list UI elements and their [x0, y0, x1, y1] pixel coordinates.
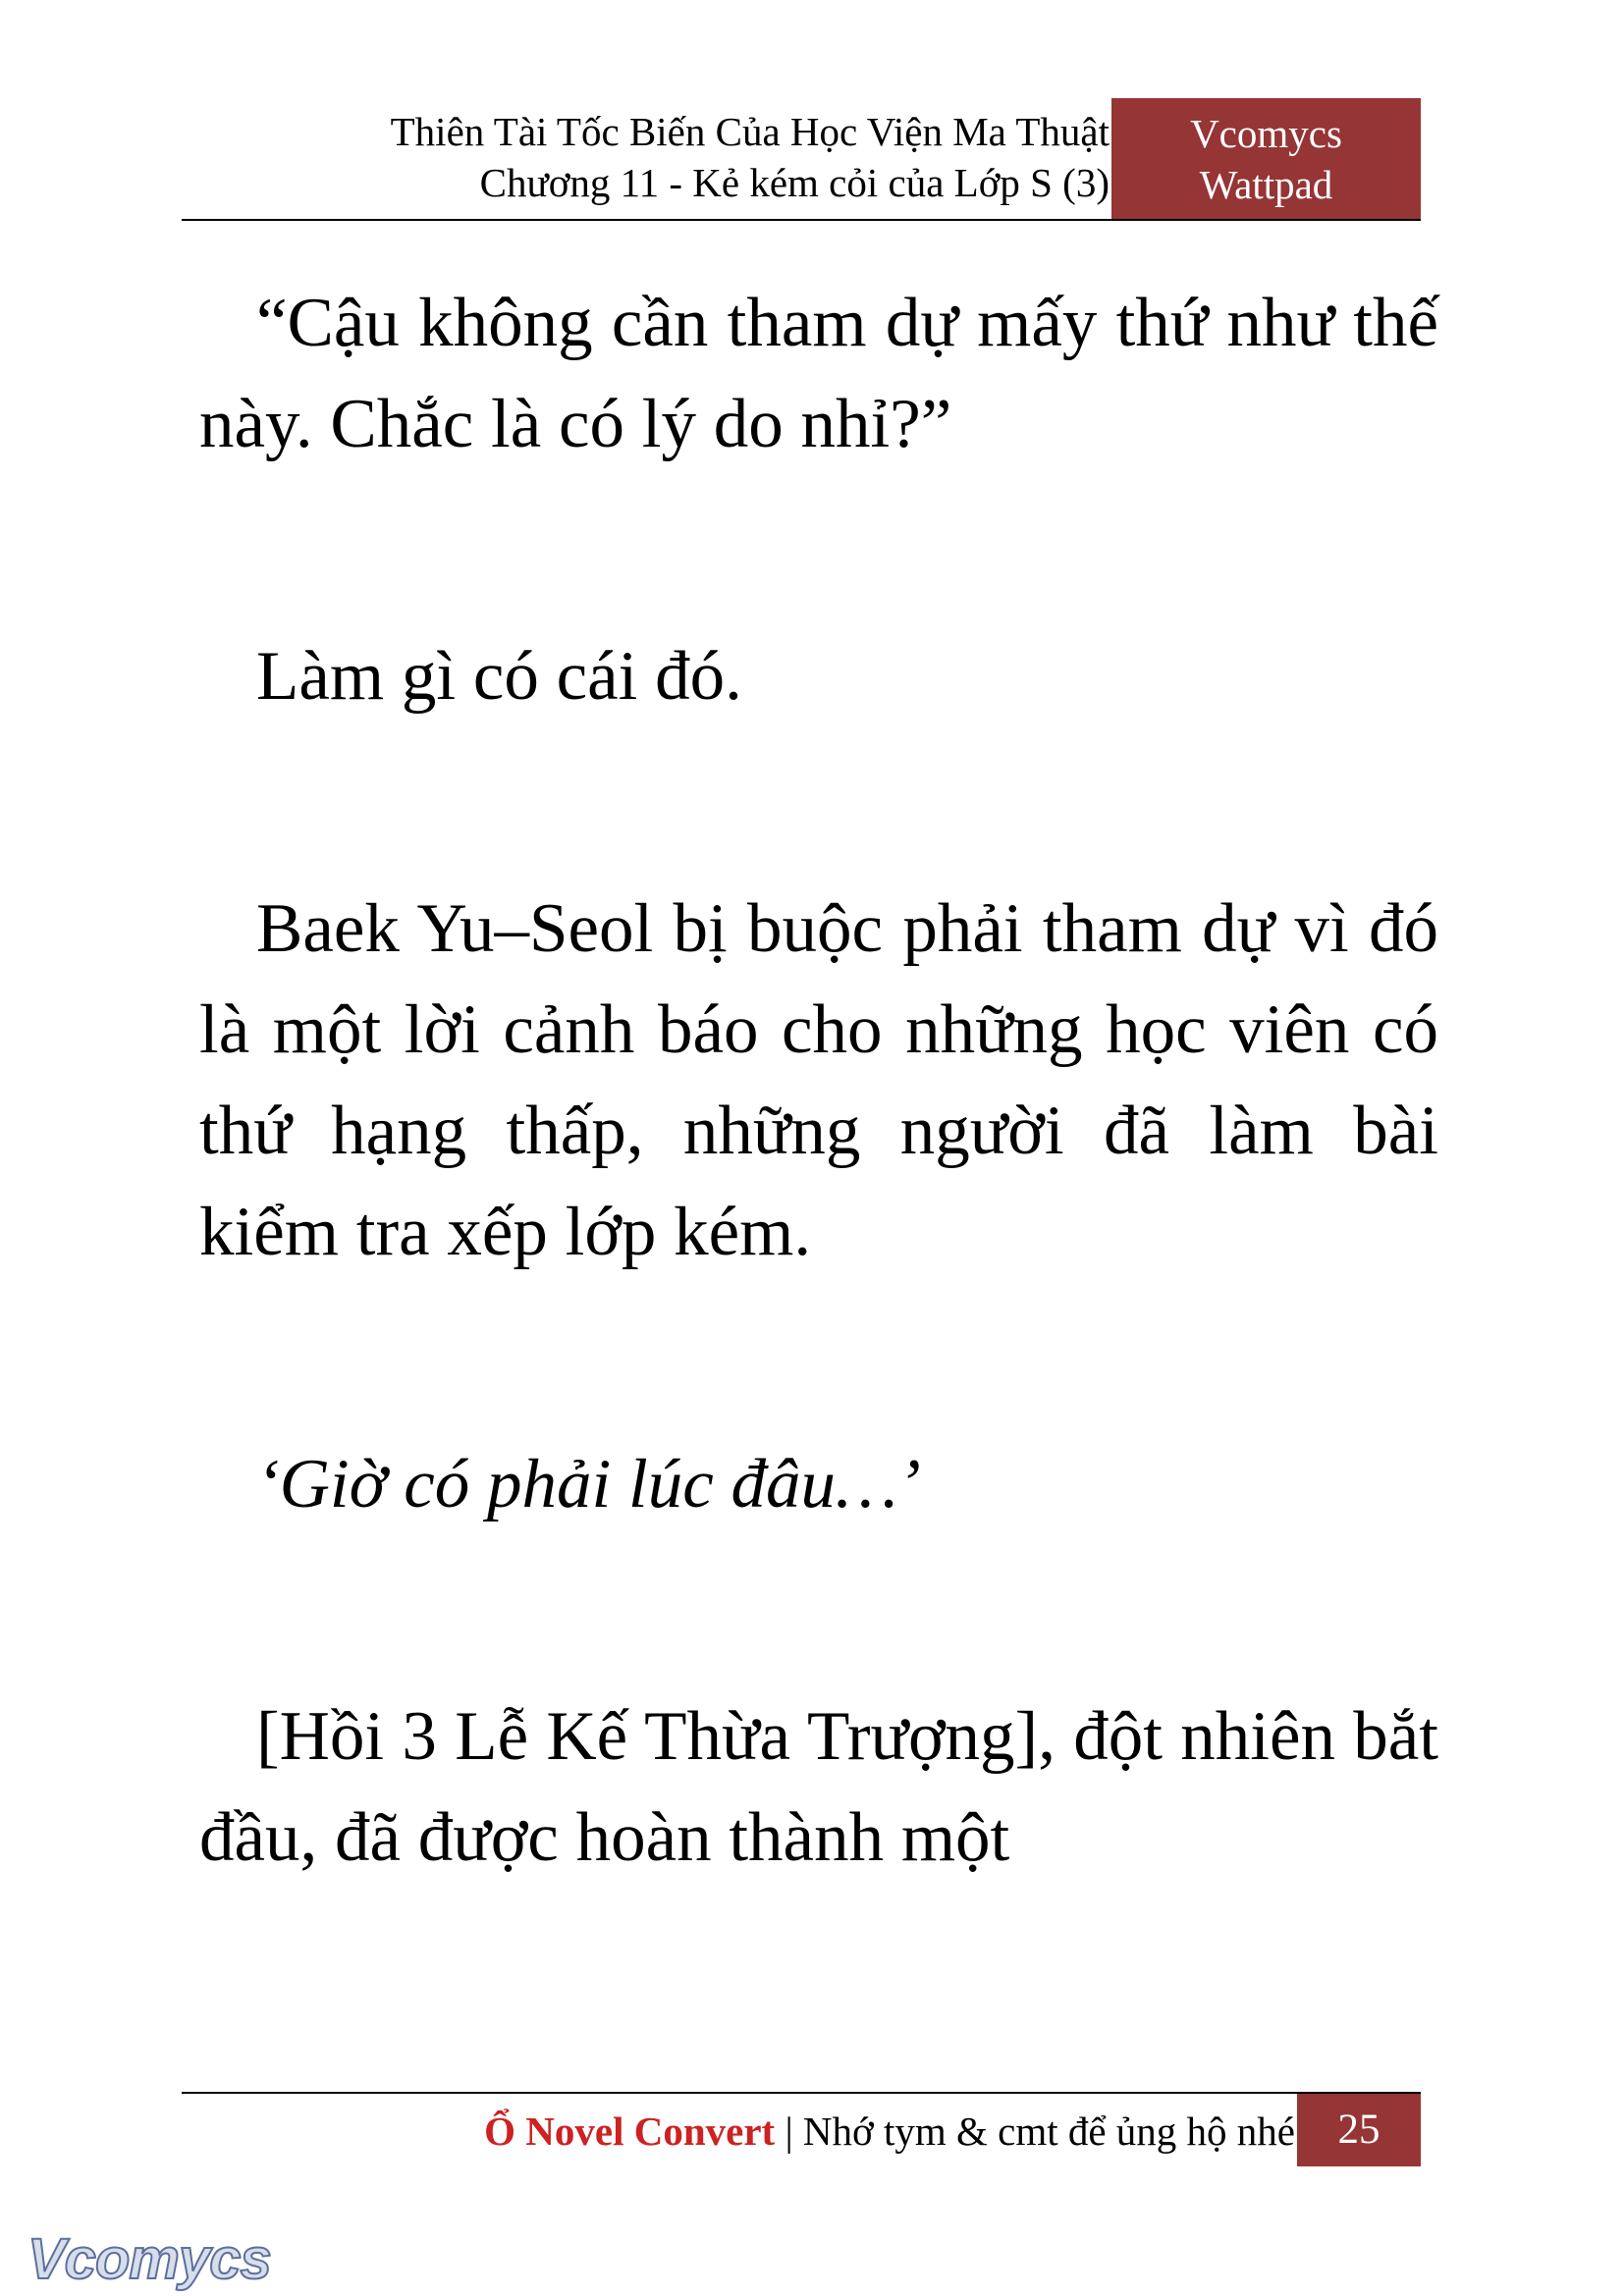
paragraph-reply: Làm gì có cái đó. — [256, 638, 742, 715]
header-divider — [182, 219, 1421, 221]
footer-brand: Ổ Novel Convert — [484, 2109, 776, 2154]
badge-line-1: Vcomycs — [1190, 111, 1342, 156]
page-number: 25 — [1297, 2094, 1421, 2166]
footer-separator: | — [775, 2109, 803, 2154]
footer-message: Nhớ tym & cmt để ủng hộ nhé — [802, 2109, 1295, 2154]
paragraph-narration: Baek Yu–Seol bị buộc phải tham dự vì đó là một lời cảnh báo cho những học viên có thứ hạng thấp, những người đã làm bài kiểm tra xếp lớp kém. — [199, 890, 1438, 1270]
footer-credit — [484, 2106, 1295, 2157]
badge-line-2: Wattpad — [1199, 162, 1333, 207]
paragraph-continuation: [Hồi 3 Lễ Kế Thừa Trượng], đột nhiên bắt đầu, đã được hoàn thành một — [199, 1698, 1438, 1876]
book-title: Thiên Tài Tốc Biến Của Học Viện Ma Thuật — [390, 109, 1110, 154]
footer-divider — [182, 2092, 1421, 2094]
source-badge — [1111, 98, 1421, 221]
watermark-logo: Vcomycs — [27, 2227, 271, 2291]
page-footer — [182, 2092, 1421, 2166]
chapter-body — [199, 273, 1438, 1889]
chapter-title: Chương 11 - Kẻ kém cỏi của Lớp S (3) — [479, 160, 1110, 205]
page-header — [182, 98, 1421, 221]
paragraph-dialogue: “Cậu không cần tham dự mấy thứ như thế này. Chắc là có lý do nhỉ?” — [199, 285, 1438, 462]
header-titles — [391, 106, 1110, 208]
paragraph-thought: ‘Giờ có phải lúc đâu…’ — [256, 1446, 921, 1522]
